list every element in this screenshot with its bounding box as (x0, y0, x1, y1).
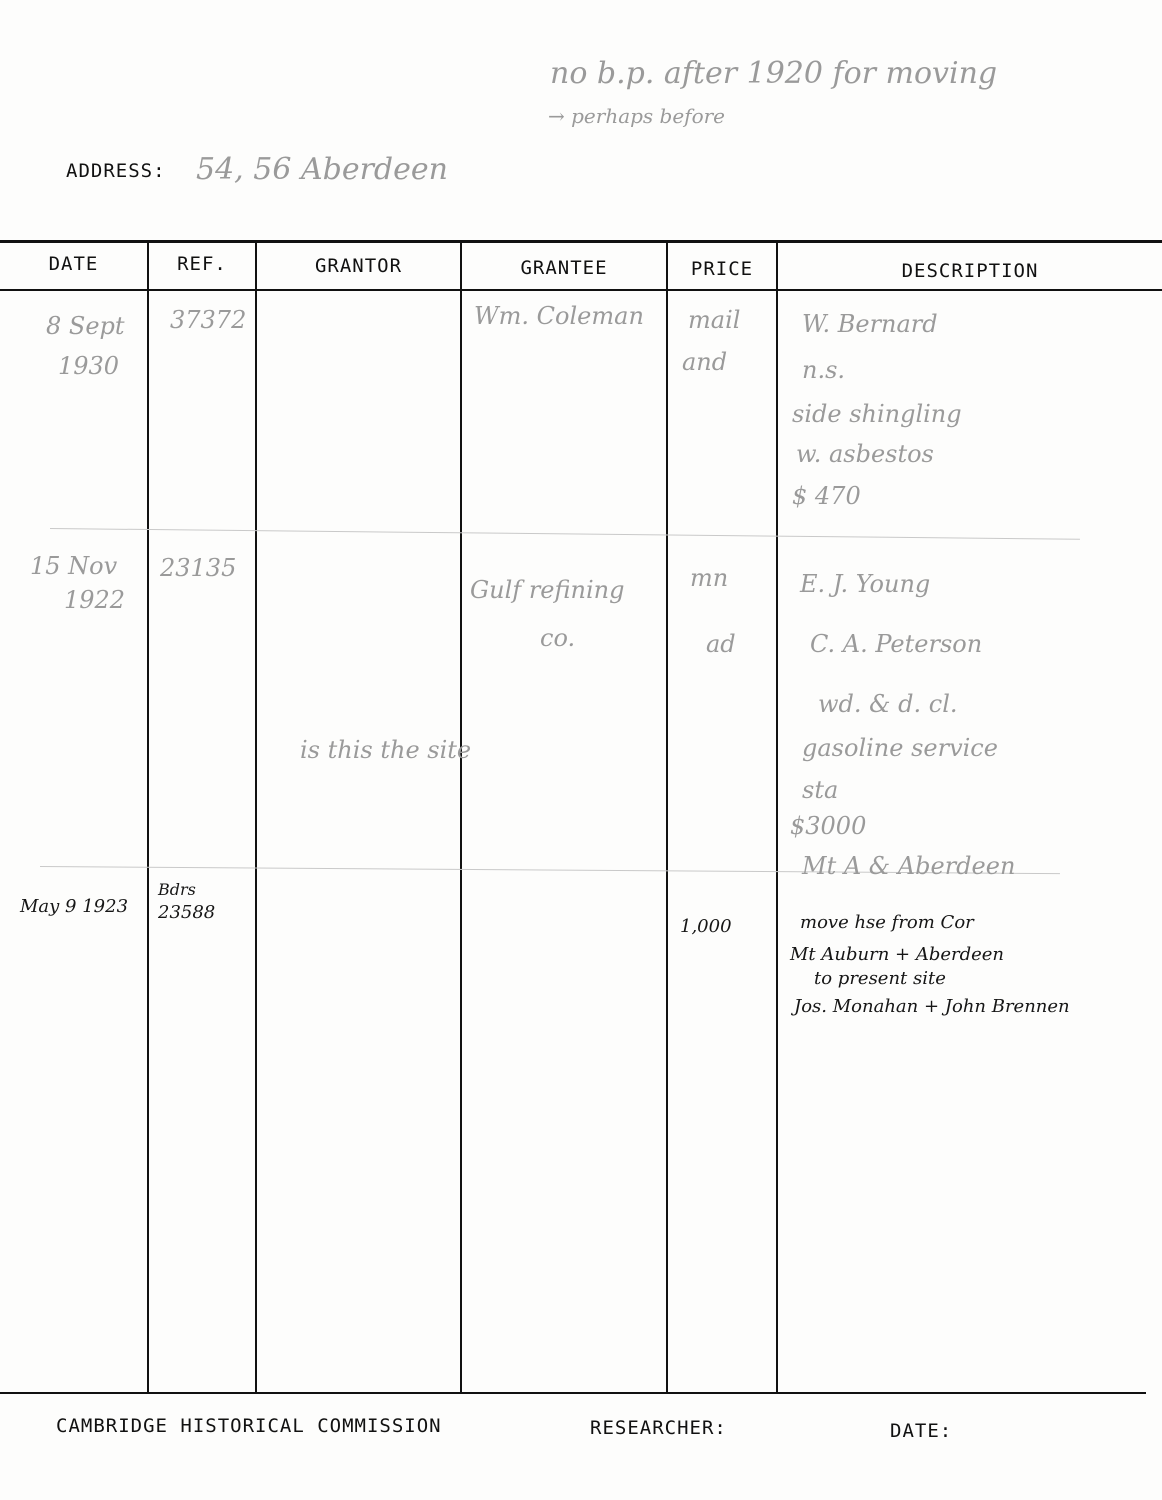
entry1-description-line: W. Bernard (802, 310, 938, 338)
entry1-description-line: w. asbestos (796, 440, 934, 468)
entry2-description-line: Mt A & Aberdeen (802, 852, 1016, 880)
entry-separator (50, 528, 1080, 540)
entry3-description-line: Mt Auburn + Aberdeen (790, 944, 1005, 965)
entry1-price-line1: mail (688, 306, 741, 334)
entry2-description-line: E. J. Young (800, 570, 931, 598)
entry3-date: May 9 1923 (20, 896, 129, 917)
entry2-price-line1: mn (690, 564, 729, 592)
entry3-description-line: to present site (814, 968, 946, 989)
table-bottom-rule (0, 1392, 1146, 1394)
entry2-grantee-line1: Gulf refining (470, 576, 625, 604)
entry2-grantor-note: is this the site (300, 736, 472, 764)
column-header-grantee: GRANTEE (520, 257, 608, 279)
entry3-description-line: move hse from Cor (800, 912, 974, 933)
column-header-description: DESCRIPTION (901, 260, 1039, 282)
entry2-description-line: $3000 (790, 812, 867, 840)
top-note-line1: no b.p. after 1920 for moving (550, 56, 998, 91)
entry3-price: 1,000 (680, 916, 732, 937)
entry1-description-line: n.s. (802, 356, 846, 384)
footer-org: CAMBRIDGE HISTORICAL COMMISSION (56, 1415, 442, 1437)
entry3-description-line: Jos. Monahan + John Brennen (794, 996, 1070, 1017)
column-divider-price (776, 242, 778, 1392)
entry3-ref-line2: 23588 (158, 902, 216, 923)
entry1-date-line1: 8 Sept (46, 312, 125, 340)
column-divider-grantor (460, 242, 462, 1392)
entry2-date-line2: 1922 (64, 586, 126, 614)
entry1-description-line: $ 470 (792, 482, 861, 510)
column-header-grantor: GRANTOR (314, 255, 403, 277)
column-divider-grantee (666, 242, 668, 1392)
footer-date-label: DATE: (890, 1420, 953, 1442)
column-divider-date (147, 242, 149, 1392)
column-header-date: DATE (48, 253, 99, 275)
entry1-ref: 37372 (170, 306, 247, 334)
address-label: ADDRESS: (66, 160, 166, 182)
entry2-description-line: C. A. Peterson (810, 630, 983, 658)
column-divider-ref (255, 242, 257, 1392)
entry1-date-line2: 1930 (58, 352, 120, 380)
entry2-price-line2: ad (706, 630, 736, 658)
entry1-description-line: side shingling (792, 400, 962, 428)
table-header-rule (0, 289, 1162, 291)
entry2-date-line1: 15 Nov (30, 552, 118, 580)
entry2-grantee-line2: co. (540, 624, 576, 652)
entry2-ref: 23135 (160, 554, 237, 582)
entry3-ref-line1: Bdrs (158, 880, 196, 899)
column-header-price: PRICE (690, 258, 754, 280)
footer-researcher-label: RESEARCHER: (590, 1417, 727, 1439)
address-value: 54, 56 Aberdeen (196, 152, 448, 187)
top-note-line2: → perhaps before (548, 104, 726, 128)
table-top-rule (0, 240, 1162, 243)
column-header-ref: REF. (177, 253, 227, 275)
entry2-description-line: sta (802, 776, 839, 804)
entry1-grantee: Wm. Coleman (474, 302, 644, 330)
entry2-description-line: wd. & d. cl. (818, 690, 958, 718)
entry1-price-line2: and (682, 348, 728, 376)
entry2-description-line: gasoline service (802, 734, 998, 762)
